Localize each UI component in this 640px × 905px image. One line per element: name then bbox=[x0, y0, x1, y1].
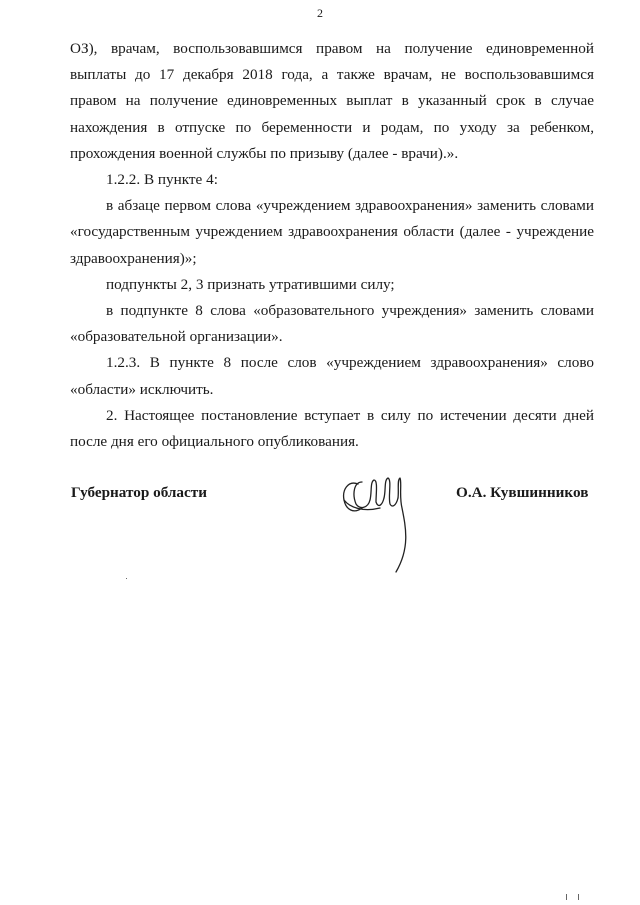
handwritten-signature bbox=[336, 468, 426, 578]
page-number: 2 bbox=[317, 6, 323, 20]
scan-speck bbox=[578, 894, 579, 900]
scan-speck bbox=[126, 578, 127, 579]
paragraph-continuation: ОЗ), врачам, воспользовавшимся правом на получение единовременной выплаты до 17 декабря 2018 года, а также врачам, не воспользовавшимся правом на получение единовременных выплат в указанный срок в случае нахождения в отпуске по беременности и родам, по уходу за ребенком, прохождения военной службы по призыву (далее - врачи).». bbox=[70, 40, 594, 162]
paragraph-1-2-2: 1.2.2. В пункте 4: bbox=[106, 171, 218, 189]
paragraph-1-2-3: 1.2.3. В пункте 8 после слов «учреждением здравоохранения» слово «области» исключить. bbox=[70, 354, 594, 398]
paragraph-subitem-8: в подпункте 8 слова «образовательного учреждения» заменить словами «образовательной организации». bbox=[70, 302, 594, 346]
signatory-title: Губернатор области bbox=[71, 484, 207, 501]
document-body bbox=[70, 36, 594, 455]
paragraph-first-abzac: в абзаце первом слова «учреждением здравоохранения» заменить словами «государственным учреждением здравоохранения области (далее - учреждение здравоохранения)»; bbox=[70, 197, 594, 267]
scan-speck bbox=[566, 894, 567, 900]
signatory-name: О.А. Кувшинников bbox=[456, 484, 589, 501]
paragraph-effective-date: 2. Настоящее постановление вступает в силу по истечении десяти дней после дня его официального опубликования. bbox=[70, 406, 594, 451]
paragraph-subitems-void: подпункты 2, 3 признать утратившими силу; bbox=[106, 275, 395, 293]
